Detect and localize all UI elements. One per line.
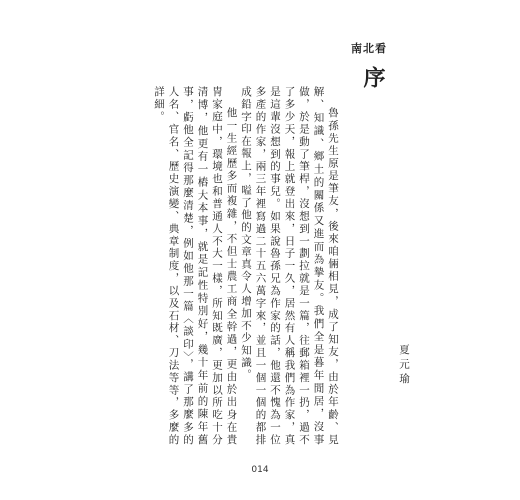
section-title: 序 <box>360 66 386 88</box>
page-number: 014 <box>251 465 269 475</box>
paragraph: 他一生經歷多而複雜，不但士農工商全幹過，更由於出身在貴冑家庭中，環境也和普通人不大一樣，所知既廣，更加以所吃十分清博，他更有一樁大本事，就是記性特別好，幾十年前的陳年舊事，虧他全記得那麼清楚，例如他那一篇〈談印〉，講了那麼多的人名、官名、歷史演變、典章制度，以及石材、刀法等等，多麼的詳細。 <box>153 86 238 446</box>
preface-body <box>153 86 340 446</box>
paragraph: 魯孫先生原是筆友，後來咱倆相見，成了知友，由於年齡、見解、知識、鄉土的關係又進而為摯友。我們全是暮年閒居，沒事做，於是動了筆桿，沒想到一劃拉就是一篇，往郵箱裡一扔，過不了多少天，報上就登出來，日子一久，居然有人稱我們為作家，真是這輩沒想到的事兒。如果說魯孫兄為作家的話，他還不愧為一位多產的作家，兩三年裡寫過二十五六萬字來，並且一個一個的都排成鉛字印在報上，嗌了他的文章真令人增加不少知識。 <box>240 86 339 446</box>
book-title-label: 南北看 <box>351 42 387 55</box>
author-name: 夏元瑜 <box>398 344 410 388</box>
